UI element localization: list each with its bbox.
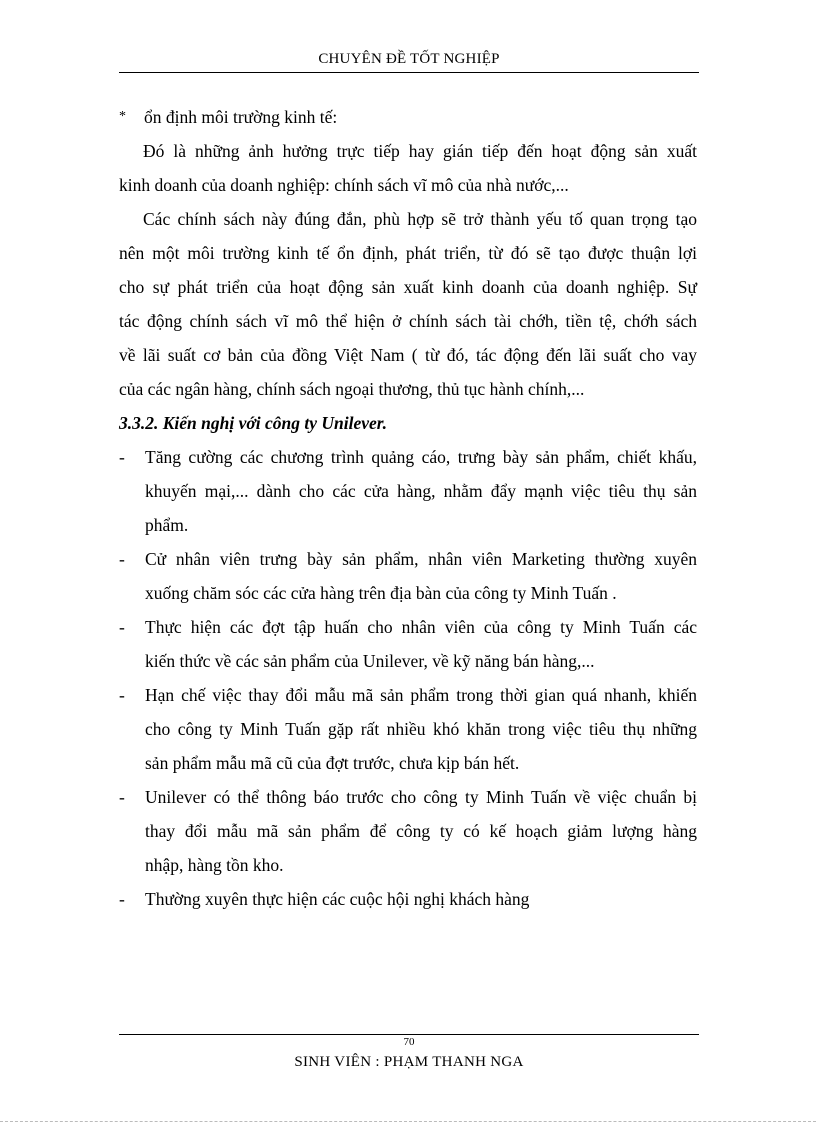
paragraph-1 [119, 134, 697, 202]
bullet-dash: - [119, 889, 125, 909]
bullet-item [119, 780, 697, 882]
bullet-line: nhập, hàng tồn kho. [145, 855, 284, 875]
star-item-text: ổn định môi trường kinh tế: [144, 107, 338, 127]
bullet-line: Unilever có thể thông báo trước cho công ty Minh Tuấn về việc chuẩn bị [145, 787, 697, 807]
document-body [119, 100, 697, 916]
paragraph-2 [119, 202, 697, 406]
section-heading: 3.3.2. Kiến nghị với công ty Unilever. [119, 413, 388, 433]
paragraph-line: Đó là những ảnh hưởng trực tiếp hay gián tiếp đến hoạt động sản xuất [143, 141, 697, 161]
bullet-line: kiến thức về các sản phẩm của Unilever, về kỹ năng bán hàng,... [145, 651, 595, 671]
paragraph-line: tác động chính sách vĩ mô thể hiện ở chính sách tài chớh, tiền tệ, chớh sách [119, 311, 697, 331]
bullet-dash: - [119, 617, 125, 637]
bullet-line: cho công ty Minh Tuấn gặp rất nhiều khó khăn trong việc tiêu thụ những [145, 719, 697, 739]
bullet-line: Thường xuyên thực hiện các cuộc hội nghị khách hàng [145, 889, 530, 909]
paragraph-line: Các chính sách này đúng đắn, phù hợp sẽ trở thành yếu tố quan trọng tạo [143, 209, 697, 229]
paragraph-line: cho sự phát triển của hoạt động sản xuất kinh doanh của doanh nghiệp. Sự [119, 277, 697, 297]
bullet-line: xuống chăm sóc các cửa hàng trên địa bàn của công ty Minh Tuấn . [145, 583, 617, 603]
star-bullet-symbol: * [119, 109, 126, 124]
bullet-item [119, 610, 697, 678]
bullet-dash: - [119, 787, 125, 807]
bullet-line: thay đổi mẫu mã sản phẩm để công ty có kế hoạch giảm lượng hàng [145, 821, 697, 841]
bullet-line: Cử nhân viên trưng bày sản phẩm, nhân viên Marketing thường xuyên [145, 549, 697, 569]
bullet-line: khuyến mại,... dành cho các cửa hàng, nhằm đẩy mạnh việc tiêu thụ sản [145, 481, 697, 501]
bullet-item [119, 678, 697, 780]
bullet-item [119, 440, 697, 542]
star-list-item [119, 100, 697, 134]
bullet-line: phẩm. [145, 515, 189, 535]
bullet-dash: - [119, 685, 125, 705]
footer-divider [119, 1034, 699, 1035]
paragraph-line: về lãi suất cơ bản của đồng Việt Nam ( từ đó, tác động đến lãi suất cho vay [119, 345, 697, 365]
paragraph-line: nên một môi trường kinh tế ổn định, phát triển, từ đó sẽ tạo được thuận lợi [119, 243, 697, 263]
bullet-line: Hạn chế việc thay đổi mẫu mã sản phẩm trong thời gian quá nhanh, khiến [145, 685, 697, 705]
bullet-line: Thực hiện các đợt tập huấn cho nhân viên của công ty Minh Tuấn các [145, 617, 697, 637]
page-footer-author: SINH VIÊN : PHẠM THANH NGA [294, 1054, 524, 1070]
paragraph-line: kinh doanh của doanh nghiệp: chính sách vĩ mô của nhà nước,... [119, 175, 569, 195]
header-divider [119, 72, 699, 73]
page-boundary [0, 1121, 816, 1122]
bullet-item [119, 882, 697, 916]
bullet-line: Tăng cường các chương trình quảng cáo, trưng bày sản phẩm, chiết khấu, [145, 447, 697, 467]
page-header-title: CHUYÊN ĐỀ TỐT NGHIỆP [318, 51, 500, 67]
paragraph-line: của các ngân hàng, chính sách ngoại thương, thủ tục hành chính,... [119, 379, 585, 399]
bullet-dash: - [119, 447, 125, 467]
bullet-dash: - [119, 549, 125, 569]
bullet-line: sản phẩm mẫu mã cũ của đợt trước, chưa kịp bán hết. [145, 753, 520, 773]
bullet-item [119, 542, 697, 610]
page-number: 70 [403, 1036, 415, 1048]
